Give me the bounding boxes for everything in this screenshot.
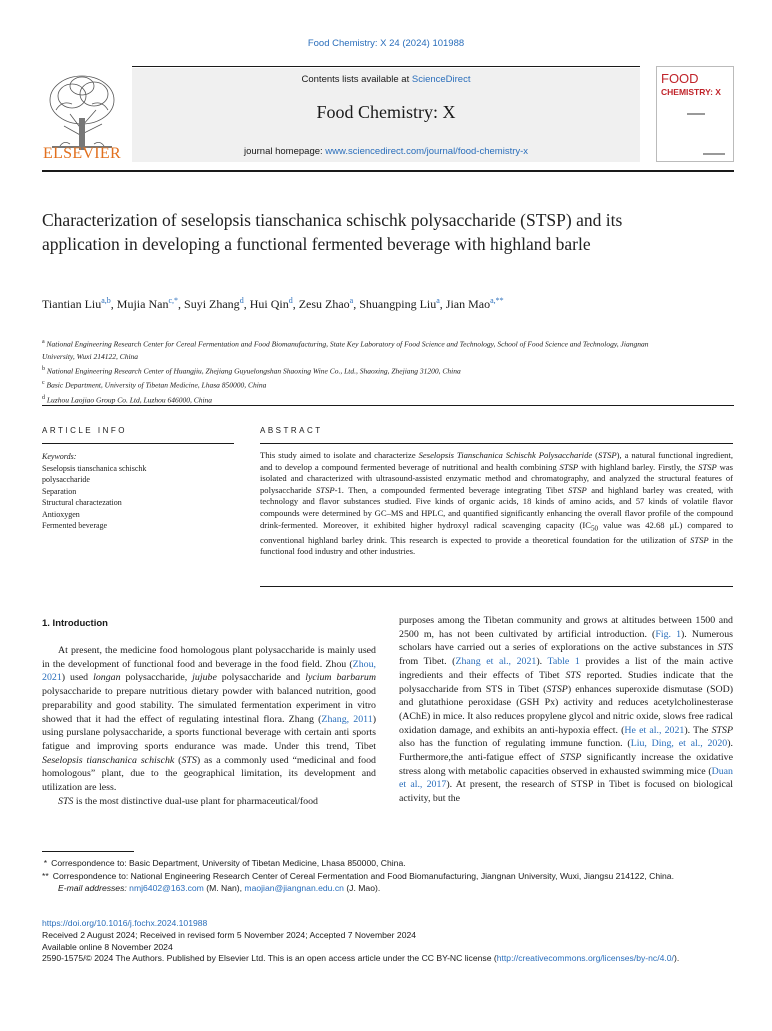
section-heading-introduction: 1. Introduction — [42, 618, 108, 629]
paper-title: Characterization of seselopsis tianschanica schischk polysaccharide (STSP) and its application in developing a functional fermented beverage with highland barle — [42, 210, 623, 254]
keywords-block — [42, 451, 222, 532]
author-list: Tiantian Liu$^{a,b}$, Mujia Nan$^{c,*}$, Suyi Zhang$^d$, Hui Qin$^d$, Zesu Zhao$^a$, Shuangping Liu$^a$, Jian Mao$^{a,**}$ — [42, 296, 504, 311]
italic-run: STSP — [546, 683, 568, 695]
text-run: ). — [536, 656, 548, 668]
author-affiliation-mark[interactable]: d — [239, 296, 244, 305]
abstract-run: -1. Then, a compounded fermented beverage integrating Tibet — [334, 484, 569, 495]
author-affiliation-mark[interactable]: a — [436, 296, 440, 305]
citation-link[interactable]: Table 1 — [547, 656, 580, 668]
abstract-italic: STSP — [316, 484, 335, 495]
article-info-rule — [42, 443, 234, 444]
correspondence-1: * Correspondence to: Basic Department, University of Tibetan Medicine, Lhasa 850000, China. — [42, 858, 406, 868]
affiliation — [42, 377, 682, 392]
text-run: ) using purslane polysaccharide, a sports functional beverage with certain anti sports fatigue and improving sports endurance was made. Under this trend, Tibet — [42, 713, 376, 752]
affiliation-key: c — [42, 380, 45, 386]
license-link[interactable]: http://creativecommons.org/licenses/by-nc/4.0/ — [496, 953, 674, 964]
affiliation-key: d — [42, 394, 45, 401]
abstract-subscript: 50 — [590, 524, 599, 533]
abstract-run: value was 42.68 μL) compared to conventional highland barley drink. This research is expected to provide a theoretical foundation for the utilization of — [260, 519, 734, 545]
text-run: ) as a commonly used “medicinal and food homologous” plant, due to the geographical limitation, its development and utilization are less. — [42, 754, 376, 794]
affiliation — [42, 336, 682, 363]
italic-run: STS — [565, 669, 581, 681]
affiliation — [42, 392, 682, 407]
abstract-bottom-rule — [260, 586, 733, 587]
text-run: ( — [174, 754, 182, 766]
keyword: Seselopsis tianschanica schischk — [42, 463, 147, 473]
text-run: ). Furthermore,the anti-fatigue effect of — [399, 738, 733, 764]
author-name: Hui Qin — [249, 297, 289, 311]
text-run: reported. Studies indicate that the polysaccharide from STS in Tibet ( — [399, 669, 733, 695]
author-name: Tiantian Liu — [42, 297, 102, 311]
contents-line — [132, 74, 640, 85]
text-run: significantly increase the oxidative stress along with metabolic capacities observed in exhausted swimming mice ( — [399, 752, 733, 777]
author-name: Jian Mao — [445, 297, 491, 311]
italic-run: lycium barbarum — [305, 672, 376, 684]
author-affiliation-mark[interactable]: a,** — [490, 296, 504, 305]
text-run: ) enhances superoxide dismutase (SOD) and glutathione peroxidase (GSH Px) activity and reduces acetylcholinesterase (AChE) in mice. It also reduces propylene glycol and nitric oxide, slows free radical oxidation damage, and exhibits an anti-hypoxia effect. ( — [399, 683, 733, 736]
paragraph — [399, 614, 733, 806]
abstract-text — [260, 450, 733, 558]
intro-right-column — [399, 614, 733, 806]
doi-link[interactable]: https://doi.org/10.1016/j.fochx.2024.101988 — [42, 918, 208, 928]
keyword: Structural charactezation — [42, 498, 122, 507]
author-name: Shuangping Liu — [359, 297, 437, 311]
author-affiliation-mark[interactable]: a,b — [101, 296, 111, 305]
text-run: polysaccharide and — [216, 672, 306, 684]
citation-link[interactable]: Zhang et al., 2021 — [455, 656, 537, 668]
correspondence-2: ** Correspondence to: National Engineering Research Center of Cereal Fermentation and Food Biomanufacturing, Jiangnan University, Wuxi, Jiangsu 214122, China. — [42, 870, 674, 881]
journal-citation[interactable]: Food Chemistry: X 24 (2024) 101988 — [307, 38, 465, 49]
abstract-heading: ABSTRACT — [260, 426, 323, 435]
header-rule-bottom — [42, 170, 734, 172]
text-run: ). Numerous scholars have carried out a series of explorations on the active substances in — [399, 628, 733, 654]
affiliation-rule — [42, 405, 734, 406]
citation-link[interactable]: He et al., 2021 — [624, 724, 685, 736]
email-label: E-mail addresses: — [58, 883, 127, 894]
italic-run: STS — [717, 642, 733, 654]
keyword: Antioxygen — [42, 509, 80, 519]
abstract-italic: STSP — [698, 461, 717, 472]
abstract-run: in the functional food industry and other industries. — [260, 534, 734, 557]
italic-run: STSP — [711, 724, 733, 736]
email-link-mao[interactable]: maojian@jiangnan.edu.cn — [244, 883, 344, 894]
italic-run: Seselopsis tianschanica schischk — [42, 754, 175, 766]
text-run: polysaccharide to prepare nutritious dietary powder with balanced nutrition, good preparability and good stability. The simulated fermentation experiment in vitro showed that it had the effect of regulating intestinal flora. Zhang ( — [42, 686, 376, 725]
italic-run: STS — [181, 754, 197, 766]
abstract-run: and highland barley was created, with technology and flavor substances studied. Five kinds of organic acids, 18 kinds of amino acids, and 57 kinds of volatile flavor compounds were determined by GC–MS and HPLC, and quantified significantly enhancing the overall flavor profile of the compound drink-fermented. Moreover, it exhibited higher hydroxyl radical scavenging capacity (IC — [260, 484, 733, 530]
affiliation-text: National Engineering Research Center for Cereal Fermentation and Food Biomanufacturing, State Key Laboratory of Food Science and Technology, School of Food Science and Technology, Jiangnan University, Wuxi 214122, China — [42, 339, 649, 361]
header-rule-top — [132, 66, 640, 67]
author-name: Mujia Nan — [116, 297, 169, 311]
abstract-rule — [260, 443, 733, 444]
affiliation — [42, 363, 682, 378]
italic-run: jujube — [192, 672, 217, 684]
text-run: is the most distinctive dual-use plant for pharmaceutical/food — [73, 795, 318, 807]
affiliation-text: Basic Department, University of Tibetan Medicine, Lhasa 850000, China — [46, 380, 267, 390]
text-run: also has the function of regulating immune function. ( — [399, 738, 631, 750]
text-run: polysaccharide, — [120, 672, 193, 684]
text-run: from Tibet. ( — [399, 656, 456, 668]
italic-run: STSP — [560, 752, 582, 764]
affiliation-text: National Engineering Research Center of Huangjiu, Zhejiang Guyuelongshan Shaoxing Wine Co., Ltd., Shaoxing, Zhejiang 31200, China — [46, 366, 461, 375]
affiliation-key: a — [42, 339, 45, 345]
paragraph — [42, 795, 376, 809]
license-suffix: ). — [673, 953, 680, 964]
abstract-italic: Seselopsis Tianschanica Schischk Polysaccharide — [418, 450, 593, 460]
email-line — [42, 882, 734, 895]
contents-prefix: Contents lists available at — [301, 74, 412, 85]
text-run: purposes among the Tibetan community and grows at altitudes between 1500 and 2500 m, has not been cultivated by artificial introduction. ( — [399, 615, 733, 640]
abstract-italic: STSP — [559, 461, 579, 472]
author-name: Suyi Zhang — [184, 297, 240, 311]
license-prefix: 2590-1575/© 2024 The Authors. Published by Elsevier Ltd. This is an open access article under the CC BY-NC license ( — [42, 953, 497, 964]
citation-link[interactable]: Fig. 1 — [655, 628, 682, 640]
citation-link[interactable]: Liu, Ding, et al., 2020 — [630, 738, 728, 750]
journal-cover — [656, 66, 734, 162]
online-date: Available online 8 November 2024 — [42, 941, 173, 952]
license-line — [42, 953, 734, 965]
homepage-link[interactable]: www.sciencedirect.com/journal/food-chemistry-x — [325, 146, 529, 157]
abstract-italic: STSP — [690, 534, 709, 545]
abstract-run: This study aimed to isolate and characterize — [260, 450, 419, 460]
email-owner-nan: (M. Nan), — [203, 883, 245, 894]
text-run: ). At present, the research of STSP in Tibet is focused on biological activity, but the — [399, 779, 733, 805]
keywords-label: Keywords: — [42, 452, 77, 461]
cover-food-text: FOOD — [661, 71, 699, 86]
text-run: provides a list of the main active ingredients and their effects of Tibet — [399, 656, 733, 681]
article-info-heading: ARTICLE INFO — [42, 426, 127, 435]
footnotes — [42, 857, 734, 895]
keyword: Fermented beverage — [42, 521, 108, 530]
abstract-italic: STSP — [568, 484, 587, 495]
abstract-run: was isolated and characterized with ultrasound-assisted enzymatic method and chromatography, and analyzed the structural features of polysaccharide — [260, 461, 734, 495]
text-run: At present, the medicine food homologous plant polysaccharide is mainly used in the development of functional food and beverage in the food field. Zhou ( — [42, 645, 376, 670]
paragraph — [42, 644, 376, 795]
keyword: Separation — [42, 486, 77, 496]
journal-homepage — [132, 146, 640, 157]
text-run: ) used — [61, 672, 94, 684]
keyword: polysaccharide — [42, 475, 90, 484]
intro-left-column — [42, 644, 376, 808]
abstract-italic: STSP — [598, 450, 617, 460]
footnote-rule — [42, 851, 134, 852]
journal-title: Food Chemistry: X — [316, 102, 456, 122]
abstract-run: ( — [592, 450, 599, 460]
email-owner-mao: (J. Mao). — [343, 883, 381, 894]
publication-info — [42, 918, 734, 965]
text-run: ). The — [684, 724, 712, 736]
author-name: Zesu Zhao — [298, 297, 350, 311]
cover-line — [703, 153, 725, 155]
author-affiliation-mark[interactable]: d — [288, 296, 293, 305]
cover-chemistry-text: CHEMISTRY: X — [661, 87, 721, 97]
citation-link[interactable]: Duan et al., 2017 — [399, 765, 733, 791]
keywords-list — [42, 463, 222, 532]
abstract-run: with highland barley. Firstly, the — [578, 461, 699, 472]
affiliation-key: b — [42, 365, 45, 372]
publisher-logo-text: ELSEVIER — [43, 145, 121, 162]
author-affiliation-mark[interactable]: a — [349, 296, 354, 305]
homepage-prefix: journal homepage: — [243, 146, 326, 157]
abstract-run: ), a natural functional ingredient, and to develop a compound fermented beverage of nutritional and health combining — [260, 450, 733, 472]
italic-run: longan — [93, 672, 121, 684]
cover-line — [687, 113, 705, 115]
italic-run: STS — [58, 795, 74, 807]
affiliation-list — [42, 336, 682, 406]
citation-link[interactable]: Zhang, 2011 — [321, 713, 373, 725]
received-dates: Received 2 August 2024; Received in revised form 5 November 2024; Accepted 7 November 2024 — [42, 929, 417, 940]
email-link-nan[interactable]: nmj6402@163.com — [129, 883, 204, 894]
author-affiliation-mark[interactable]: c,* — [168, 296, 179, 305]
sciencedirect-link[interactable]: ScienceDirect — [411, 74, 471, 85]
citation-link[interactable]: Zhou, 2021 — [42, 658, 376, 684]
affiliation-text: Luzhou Laojiao Group Co. Ltd, Luzhou 646000, China — [46, 395, 213, 404]
